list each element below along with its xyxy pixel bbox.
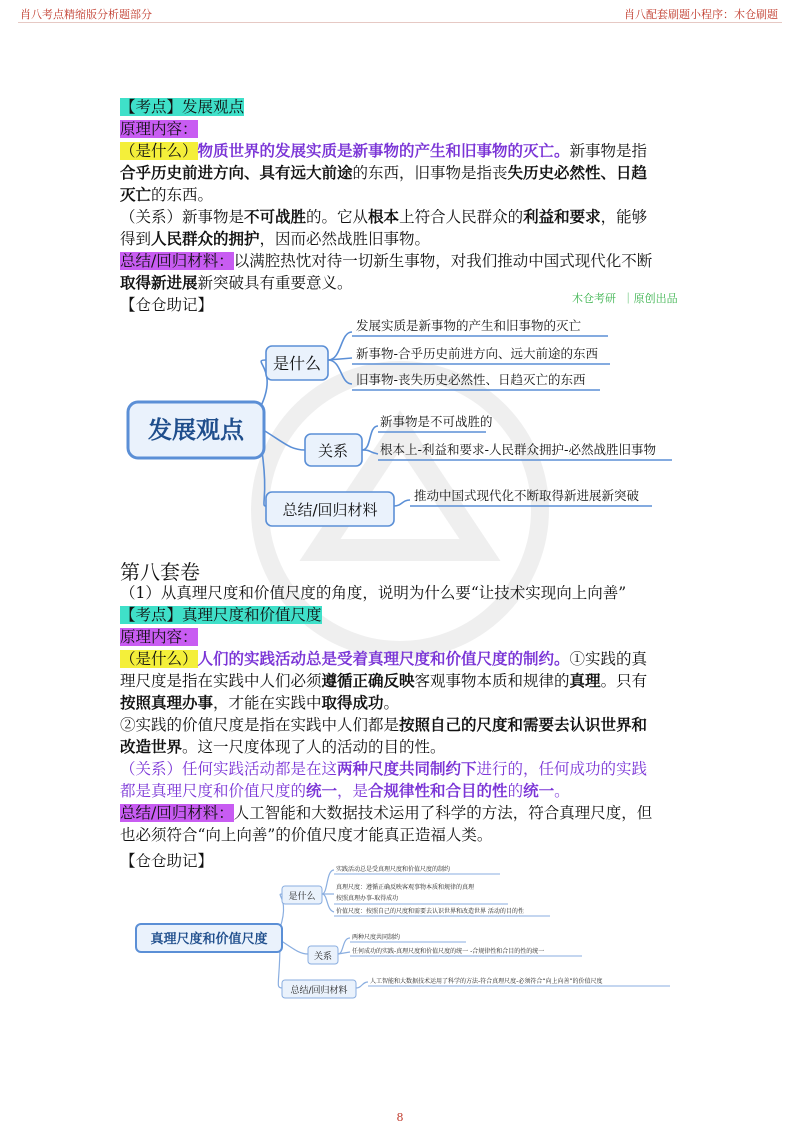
bold-span: 失历史必然性、日趋 <box>507 163 648 182</box>
bold-span: 改造世界 <box>120 737 183 756</box>
text-span: 得到 <box>120 230 152 248</box>
bold-span: 两种尺度共同制约下 <box>337 759 477 778</box>
bold-span: 根本 <box>368 207 400 226</box>
bold-span: 遵循正确反映 <box>321 671 415 690</box>
text-span: 新事物是指 <box>569 142 648 160</box>
zongjie-tag: 总结/回归材料： <box>120 252 234 270</box>
text-span: 的东西，旧事物是指丧 <box>352 164 508 182</box>
text-span: ，能够 <box>600 208 648 226</box>
header-left-title: 肖八考点精缩版分析题部分 <box>20 8 152 21</box>
text-span: 。 <box>383 694 400 712</box>
mindmap-truth-value <box>130 858 680 1004</box>
mindmap-leaf: 实践活动总是受真理尺度和价值尺度的制约 <box>336 866 451 873</box>
section1-text <box>120 96 680 316</box>
mindmap-leaf: 按照真理办事-取得成功 <box>336 895 399 902</box>
kaodian-tag: 【考点】真理尺度和价值尺度 <box>120 606 322 624</box>
bold-span: 灭亡 <box>120 185 152 204</box>
header-divider <box>18 22 782 23</box>
text-span: 。这一尺度体现了人的活动的目的性。 <box>182 738 446 756</box>
brand-mark: 木仓考研 ｜原创出品 <box>572 292 678 305</box>
mindmap-root-label: 发展观点 <box>148 416 244 444</box>
mindmap-branch-label: 关系 <box>317 442 349 460</box>
mindmap-leaf: 价值尺度：按照自己的尺度和需要去认识世界和改造世界 活动的目的性 <box>336 908 524 915</box>
bold-span: 取得成功 <box>321 693 384 712</box>
header-right-title: 肖八配套刷题小程序：木仓刷题 <box>624 8 778 21</box>
mindmap-branch-label: 是什么 <box>272 354 322 373</box>
bold-span: 人民群众的拥护 <box>151 229 260 248</box>
zhuji-heading: 【仓仓助记】 <box>120 852 214 870</box>
bold-span: 按照自己的尺度和需要去认识世界和 <box>399 715 648 734</box>
section2-text <box>120 582 680 872</box>
text-span: 客观事物本质和规律的 <box>414 672 570 690</box>
zongjie-tag: 总结/回归材料： <box>120 804 234 822</box>
bold-span: 统一 <box>306 781 338 800</box>
text-span: 都是真理尺度和价值尺度的 <box>120 782 307 800</box>
bold-span: 统一 <box>523 781 555 800</box>
shishenme-tag: （是什么） <box>120 650 198 668</box>
text-span: （关系）任何实践活动都是在这 <box>120 760 338 778</box>
text-span: 的。它从 <box>306 208 369 226</box>
mindmap-leaf: 新事物-合乎历史前进方向、远大前途的东西 <box>356 346 599 361</box>
text-span: ①实践的真 <box>569 650 648 668</box>
mindmap-leaf: 发展实质是新事物的产生和旧事物的灭亡 <box>356 318 582 333</box>
mindmap-leaf: 新事物是不可战胜的 <box>380 414 493 429</box>
mindmap-branch-label: 关系 <box>313 952 333 962</box>
text-span: 的 <box>507 782 524 800</box>
section-title: 第八套卷 <box>120 560 200 584</box>
mindmap-leaf: 推动中国式现代化不断取得新进展新突破 <box>414 488 640 503</box>
mindmap-development <box>110 308 690 540</box>
text-span: 上符合人民群众的 <box>399 208 524 226</box>
text-span: 理尺度是指在实践中人们必须 <box>120 672 322 690</box>
shishenme-tag: （是什么） <box>120 142 198 160</box>
yuanli-tag: 原理内容： <box>120 120 198 138</box>
key-statement: 物质世界的发展实质是新事物的产生和旧事物的灭亡。 <box>197 141 570 160</box>
bold-span: 按照真理办事 <box>120 693 214 712</box>
mindmap-leaf: 任何成功的实践-真理尺度和价值尺度的统一 -合规律性和合目的性的统一 <box>352 948 545 955</box>
text-span: ，才能在实践中 <box>213 694 322 712</box>
bold-span: 合乎历史前进方向、具有远大前途 <box>120 163 353 182</box>
mindmap-branch-label: 总结/回归材料 <box>282 501 378 519</box>
text-span: （关系）新事物是 <box>120 208 245 226</box>
text-span: 。 <box>554 782 570 800</box>
page-number: 8 <box>396 1111 404 1124</box>
bold-span: 合规律性和合目的性 <box>368 781 508 800</box>
text-span: 的东西。 <box>151 186 214 204</box>
text-span: 人工智能和大数据技术运用了科学的方法，符合真理尺度，但 <box>233 804 653 822</box>
yuanli-tag: 原理内容： <box>120 628 198 646</box>
text-span: ，因而必然战胜旧事物。 <box>259 230 431 248</box>
text-span: 也必须符合“向上向善”的价值尺度才能真正造福人类。 <box>120 826 493 844</box>
bold-span: 不可战胜 <box>244 207 307 226</box>
mindmap-leaf: 根本上-利益和要求-人民群众拥护-必然战胜旧事物 <box>380 442 657 457</box>
mindmap-branch-label: 是什么 <box>288 892 316 902</box>
mindmap-branch-label: 总结/回归材料 <box>290 986 348 996</box>
bold-span: 取得新进展 <box>120 273 198 292</box>
text-span: 进行的，任何成功的实践 <box>476 760 648 778</box>
zhuji-heading: 【仓仓助记】 <box>120 296 214 314</box>
question-text: （1）从真理尺度和价值尺度的角度，说明为什么要“让技术实现向上向善” <box>120 584 627 602</box>
kaodian-tag: 【考点】发展观点 <box>120 98 245 116</box>
text-span: 新突破具有重要意义。 <box>197 274 353 292</box>
bold-span: 真理 <box>569 671 601 690</box>
text-span: 。只有 <box>600 672 648 690</box>
text-span: ②实践的价值尺度是指在实践中人们都是 <box>120 716 400 734</box>
key-statement: 人们的实践活动总是受着真理尺度和价值尺度的制约。 <box>197 649 570 668</box>
mindmap-leaf: 旧事物-丧失历史必然性、日趋灭亡的东西 <box>356 372 586 387</box>
text-span: ，是 <box>337 782 369 800</box>
bold-span: 利益和要求 <box>523 207 601 226</box>
text-span: 以满腔热忱对待一切新生事物，对我们推动中国式现代化不断 <box>233 252 653 270</box>
mindmap-leaf: 两种尺度共同制约 <box>352 934 401 941</box>
mindmap-leaf: 真理尺度：遵循正确反映客观事物本质和规律的真理 <box>336 884 475 891</box>
mindmap-root-label: 真理尺度和价值尺度 <box>150 932 268 947</box>
mindmap-leaf: 人工智能和大数据技术运用了科学的方法-符合真理尺度-必须符合“向上向善”的价值尺度 <box>370 978 603 985</box>
